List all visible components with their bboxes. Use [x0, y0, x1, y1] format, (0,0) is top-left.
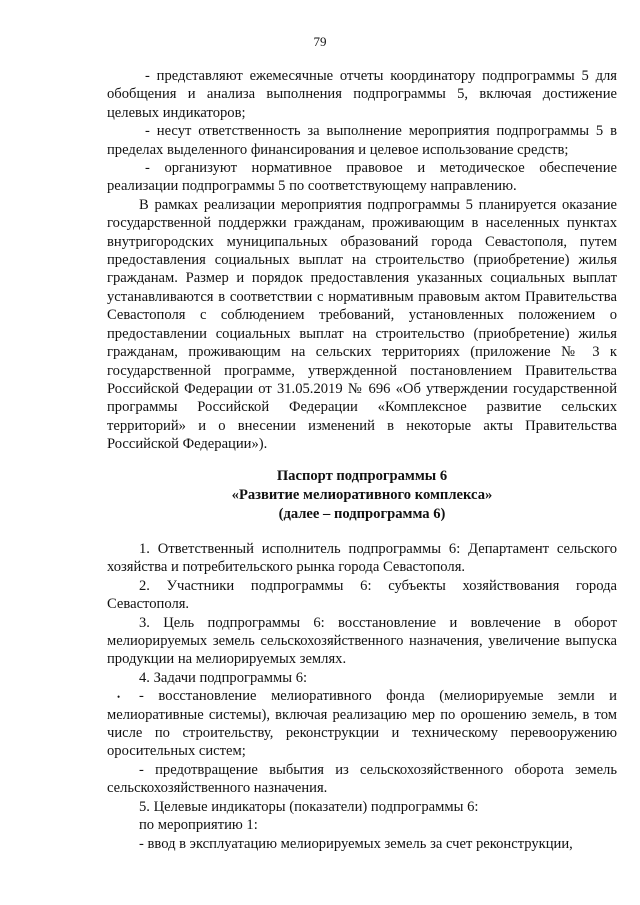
passport-title-line: «Развитие мелиоративного комплекса»: [231, 487, 493, 503]
passport-paragraph: по мероприятию 1:: [139, 817, 258, 834]
intro-paragraph: В рамках реализации мероприятия подпрограммы 5 планируется оказание государственной поддержки гражданам, проживающим в населенных пунктах внутригородских муниципальных образований города Севастополя, путем предоставления социальных выплат на строительство (приобретение) жилья гражданам. Размер и порядок предоставления указанных социальных выплат устанавливаются в соответствии с нормативным правовым актом Правительства Севастополя с соблюдением требований, установленных положением о предоставлении социальных выплат на строительство (приобретение) жилья гражданам, проживающим на сельских территориях (приложение № 3 к государственной программе, утвержденной постановлением Правительства Российской Федерации от 31.05.2019 № 696 «Об утверждении государственной программы Российской Федерации «Комплексное развитие сельских территорий» и о внесении изменений в некоторые акты Правительства Российской Федерации»).: [107, 196, 617, 453]
passport-title-line: (далее – подпрограмма 6): [278, 506, 446, 522]
intro-section: [107, 67, 617, 454]
page-number: 79: [313, 34, 327, 49]
intro-paragraph: - организуют нормативное правовое и методическое обеспечение реализации подпрограммы 5 по соответствующему направлению.: [107, 160, 617, 195]
passport-title-line: Паспорт подпрограммы 6: [276, 468, 448, 484]
passport-paragraph: - ввод в эксплуатацию мелиорируемых земель за счет реконструкции,: [139, 835, 573, 852]
passport-title: [107, 467, 617, 524]
passport-paragraph: - восстановление мелиоративного фонда (мелиорируемые земли и мелиоративные системы), включая реализацию мер по орошению земель, в том числе по строительству, реконструкции и техническому перевооружению оросительных систем;: [107, 688, 617, 760]
passport-paragraph: 1. Ответственный исполнитель подпрограммы 6: Департамент сельского хозяйства и потребительского рынка города Севастополя.: [107, 541, 617, 576]
passport-paragraph: 2. Участники подпрограммы 6: субъекты хозяйствования города Севастополя.: [107, 577, 617, 613]
passport-paragraph: 4. Задачи подпрограммы 6:: [139, 669, 308, 686]
passport-section: [107, 540, 617, 853]
passport-paragraph: 5. Целевые индикаторы (показатели) подпрограммы 6:: [139, 798, 479, 815]
intro-paragraph: - несут ответственность за выполнение мероприятия подпрограммы 5 в пределах выделенного финансирования и целевое использование средств;: [107, 123, 617, 158]
passport-paragraph: 3. Цель подпрограммы 6: восстановление и вовлечение в оборот мелиорируемых земель сельскохозяйственного назначения, увеличение выпуска продукции на мелиорируемых землях.: [107, 614, 617, 668]
passport-paragraph: - предотвращение выбытия из сельскохозяйственного оборота земель сельскохозяйственного назначения.: [107, 761, 617, 797]
scan-dot-mark: •: [117, 692, 121, 702]
intro-paragraph: - представляют ежемесячные отчеты координатору подпрограммы 5 для обобщения и анализа выполнения подпрограммы 5, включая достижение целевых индикаторов;: [107, 68, 617, 121]
